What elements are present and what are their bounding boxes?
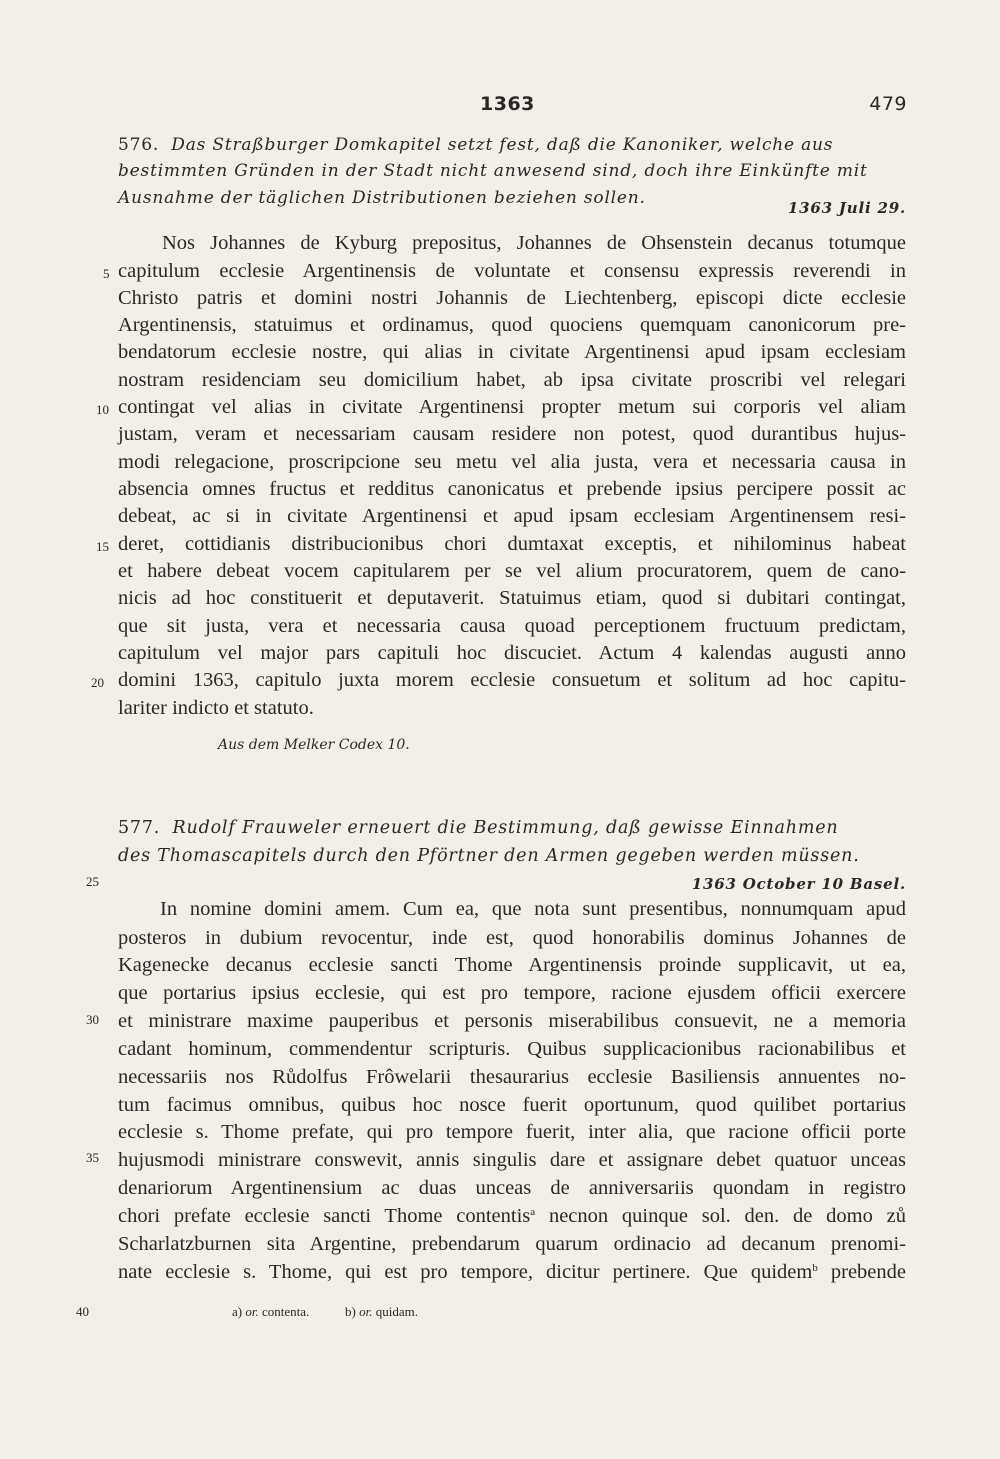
footnote-marker: b) [345, 1304, 356, 1319]
line-number: 25 [86, 874, 99, 889]
line-number: 5 [103, 266, 110, 281]
doc-576-text-line: debeat, ac si in civitate Argentinensi et apud ipsam ecclesiam Argentinensem resi- [118, 505, 906, 527]
doc-577-text-line: Scharlatzburnen sita Argentine, prebendarum quarum ordinacio ad decanum prenomi- [118, 1233, 906, 1255]
line-number: 40 [76, 1304, 89, 1319]
doc-577-number: 577. [118, 818, 161, 838]
footnote-a [232, 1304, 309, 1320]
doc-576-text-line: domini 1363, capitulo juxta morem ecclesie consuetum et solitum ad hoc capitu- [118, 669, 906, 691]
doc-576-text-line: et habere debeat vocem capitularem per se vel alium procuratorem, quem de cano- [118, 560, 906, 582]
doc-576-heading-text: Das Straßburger Domkapitel setzt fest, daß die Kanoniker, welche aus [171, 135, 834, 155]
footnote-marker-a: a [530, 1206, 536, 1218]
doc-577-text-line: posteros in dubium revocentur, inde est, quod honorabilis dominus Johannes de [118, 927, 906, 949]
doc-577-text-line: necessariis nos Růdolfus Frôwelarii thesaurarius ecclesie Basiliensis annuentes no- [118, 1066, 906, 1088]
footnote-text: quidam. [375, 1304, 418, 1319]
doc-576-date: 1363 Juli 29. [787, 199, 906, 217]
doc-576-text-line: lariter indicto et statuto. [118, 697, 314, 719]
running-head [0, 93, 1000, 123]
doc-576-text-line: modi relegacione, proscripcione seu metu vel alia justa, vera et necessaria causa in [118, 451, 906, 473]
doc-577-text-span: nate ecclesie s. Thome, qui est pro tempore, dicitur pertinere. Que quidem [118, 1261, 813, 1283]
doc-577-heading-text: Rudolf Frauweler erneuert die Bestimmung, daß gewisse Einnahmen [172, 818, 839, 838]
page-number: 479 [869, 93, 907, 115]
doc-576-text-line: contingat vel alias in civitate Argentinensi propter metum sui corporis vel aliam [118, 396, 906, 418]
doc-577-text-line: In nomine domini amem. Cum ea, que nota sunt presentibus, nonnumquam apud [160, 898, 906, 920]
doc-577-text-line: tum facimus omnibus, quibus hoc nosce fuerit oportunum, quod quilibet portarius [118, 1094, 906, 1116]
line-number: 30 [86, 1012, 99, 1027]
doc-576-text-line: deret, cottidianis distribucionibus chori dumtaxat exceptis, et nihilominus habeat [118, 533, 906, 555]
doc-576-text-line: capitulum vel major pars capituli hoc discuciet. Actum 4 kalendas augusti anno [118, 642, 906, 664]
doc-576-text-line: capitulum ecclesie Argentinensis de voluntate et consensu expressis reverendi in [118, 260, 906, 282]
doc-576-text-line: que sit justa, vera et necessaria causa quoad perceptionem fructuum predictam, [118, 615, 906, 637]
doc-576-text-line: Nos Johannes de Kyburg prepositus, Johannes de Ohsenstein decanus totumque [162, 232, 906, 254]
doc-577-text-line: ecclesie s. Thome prefate, qui pro tempore fuerit, inter alia, que racione officii porte [118, 1121, 906, 1143]
doc-576-heading-line: bestimmten Gründen in der Stadt nicht anwesend sind, doch ihre Einkünfte mit [118, 161, 868, 181]
doc-576-text-line: nostram residenciam seu domicilium habet, ab ipsa civitate proscribi vel relegari [118, 369, 906, 391]
footnote-marker-b: b [812, 1262, 818, 1274]
footnote-abbr: or. [245, 1304, 259, 1319]
doc-577-heading-line [118, 817, 906, 839]
doc-576-text-line: Christo patris et domini nostri Johannis de Liechtenberg, episcopi dicte ecclesie [118, 287, 906, 309]
doc-576-text-line: nicis ad hoc constituerit et deputaverit. Statuimus etiam, quod si dubitari contingat, [118, 587, 906, 609]
doc-577-date: 1363 October 10 Basel. [691, 875, 906, 893]
running-head-year: 1363 [480, 93, 535, 115]
footnote-abbr: or. [359, 1304, 373, 1319]
doc-577-text-span: necnon quinque sol. den. de domo zů [535, 1205, 906, 1227]
doc-577-text-line [118, 1259, 906, 1285]
doc-577-text-line: hujusmodi ministrare conswevit, annis singulis dare et assignare debet quatuor unceas [118, 1149, 906, 1171]
doc-577-text-line [118, 1203, 906, 1229]
doc-577-text-line: cadant hominum, commendentur scripturis. Quibus supplicacionibus racionabilibus et [118, 1038, 906, 1060]
line-number: 20 [91, 675, 104, 690]
doc-576-text-line: absencia omnes fructus et redditus canonicatus et prebende ipsius percipere possit ac [118, 478, 906, 500]
line-number: 15 [96, 539, 109, 554]
footnote-text: contenta. [261, 1304, 310, 1319]
doc-577-text-line: que portarius ipsius ecclesie, qui est pro tempore, racione ejusdem officii exercere [118, 982, 906, 1004]
doc-576-number: 576. [118, 135, 160, 155]
doc-576-heading-line: Ausnahme der täglichen Distributionen beziehen sollen. [118, 188, 646, 208]
doc-577-text-span: prebende [817, 1261, 906, 1283]
footnote-b [345, 1304, 418, 1320]
doc-576-source: Aus dem Melker Codex 10. [218, 737, 410, 753]
line-number: 10 [96, 402, 109, 417]
doc-576-text-line: bendatorum ecclesie nostre, qui alias in civitate Argentinensi apud ipsam ecclesiam [118, 341, 906, 363]
doc-577-heading-line: des Thomascapitels durch den Pförtner den Armen gegeben werden müssen. [118, 846, 860, 866]
doc-577-text-span: chori prefate ecclesie sancti Thome contentis [118, 1205, 531, 1227]
doc-577-text-line: et ministrare maxime pauperibus et personis miserabilibus consuevit, ne a memoria [118, 1010, 906, 1032]
footnote-marker: a) [232, 1304, 243, 1319]
doc-576-heading-line [118, 134, 906, 156]
line-number: 35 [86, 1150, 99, 1165]
doc-577-text-line: Kagenecke decanus ecclesie sancti Thome Argentinensis proinde supplicavit, ut ea, [118, 954, 906, 976]
doc-576-text-line: justam, veram et necessariam causam residere non potest, quod durantibus hujus- [118, 423, 906, 445]
doc-577-text-line: denariorum Argentinensium ac duas unceas de anniversariis quondam in registro [118, 1177, 906, 1199]
doc-576-text-line: Argentinensis, statuimus et ordinamus, quod quociens quemquam canonicorum pre- [118, 314, 906, 336]
